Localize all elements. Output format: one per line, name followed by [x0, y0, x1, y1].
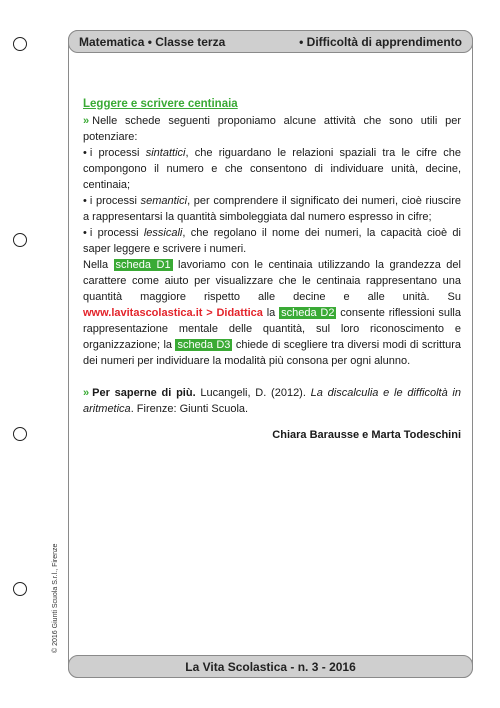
- bullet-icon: •: [83, 147, 87, 159]
- arrow-icon: »: [83, 387, 90, 399]
- scheda-d2-badge: scheda D2: [281, 307, 335, 319]
- website-link[interactable]: www.lavitascolastica.it > Didattica: [83, 307, 263, 319]
- binder-hole-2: [13, 233, 27, 247]
- header-topic: • Difficoltà di apprendimento: [299, 34, 462, 49]
- binder-hole-3: [13, 427, 27, 441]
- article: [83, 96, 461, 443]
- description-paragraph: Nella scheda D1 lavoriamo con le centinaia utilizzando la grandezza del carattere come aiuto per visualizzare che le centinaia rappresentano una quantità maggiore rispetto alle decine e alle unità. Su www.lavitascolastica.it > Didattica la scheda D2 consente riflessioni sulla rappresentazione mentale delle quantità, sul loro riconoscimento e organizzazione; la scheda D3 chiede di scegliere tra diversi modi di scrittura dei numeri per individuare la modalità più consona per ogni alunno.: [83, 259, 461, 367]
- article-title: Leggere e scrivere centinaia: [83, 98, 238, 110]
- further-reading: » Per saperne di più. Lucangeli, D. (2012). La discalculia e le difficoltà in aritmetica. Firenze: Giunti Scuola.: [83, 387, 461, 415]
- bullet-icon: •: [83, 227, 87, 239]
- bullet-2: • i processi semantici, per comprendere il significato dei numeri, cioè riuscire a rappresentarsi la quantità simboleggiata dal numero espresso in cifre;: [83, 195, 461, 223]
- binder-hole-1: [13, 37, 27, 51]
- page-header: [68, 30, 473, 53]
- scheda-d1-badge: scheda D1: [115, 259, 171, 271]
- binder-hole-4: [13, 582, 27, 596]
- bullet-icon: •: [83, 195, 87, 207]
- copyright-note: © 2016 Giunti Scuola S.r.l., Firenze: [52, 543, 59, 653]
- spacer: [83, 369, 461, 385]
- footer-text: La Vita Scolastica - n. 3 - 2016: [185, 659, 356, 674]
- header-subject: Matematica • Classe terza: [79, 34, 226, 49]
- intro: » Nelle schede seguenti proponiamo alcune attività che sono utili per potenziare:: [83, 115, 461, 143]
- bullet-3: • i processi lessicali, che regolano il nome dei numeri, la capacità cioè di saper leggere e scrivere i numeri.: [83, 227, 461, 255]
- scheda-d3-badge: scheda D3: [177, 339, 231, 351]
- arrow-icon: »: [83, 115, 90, 127]
- page-footer: [68, 655, 473, 678]
- bullet-1: • i processi sintattici, che riguardano le relazioni spaziali tra le cifre che compongono il numero e che consentono di individuare unità, decine, centinaia;: [83, 147, 461, 191]
- signature: Chiara Barausse e Marta Todeschini: [272, 429, 461, 441]
